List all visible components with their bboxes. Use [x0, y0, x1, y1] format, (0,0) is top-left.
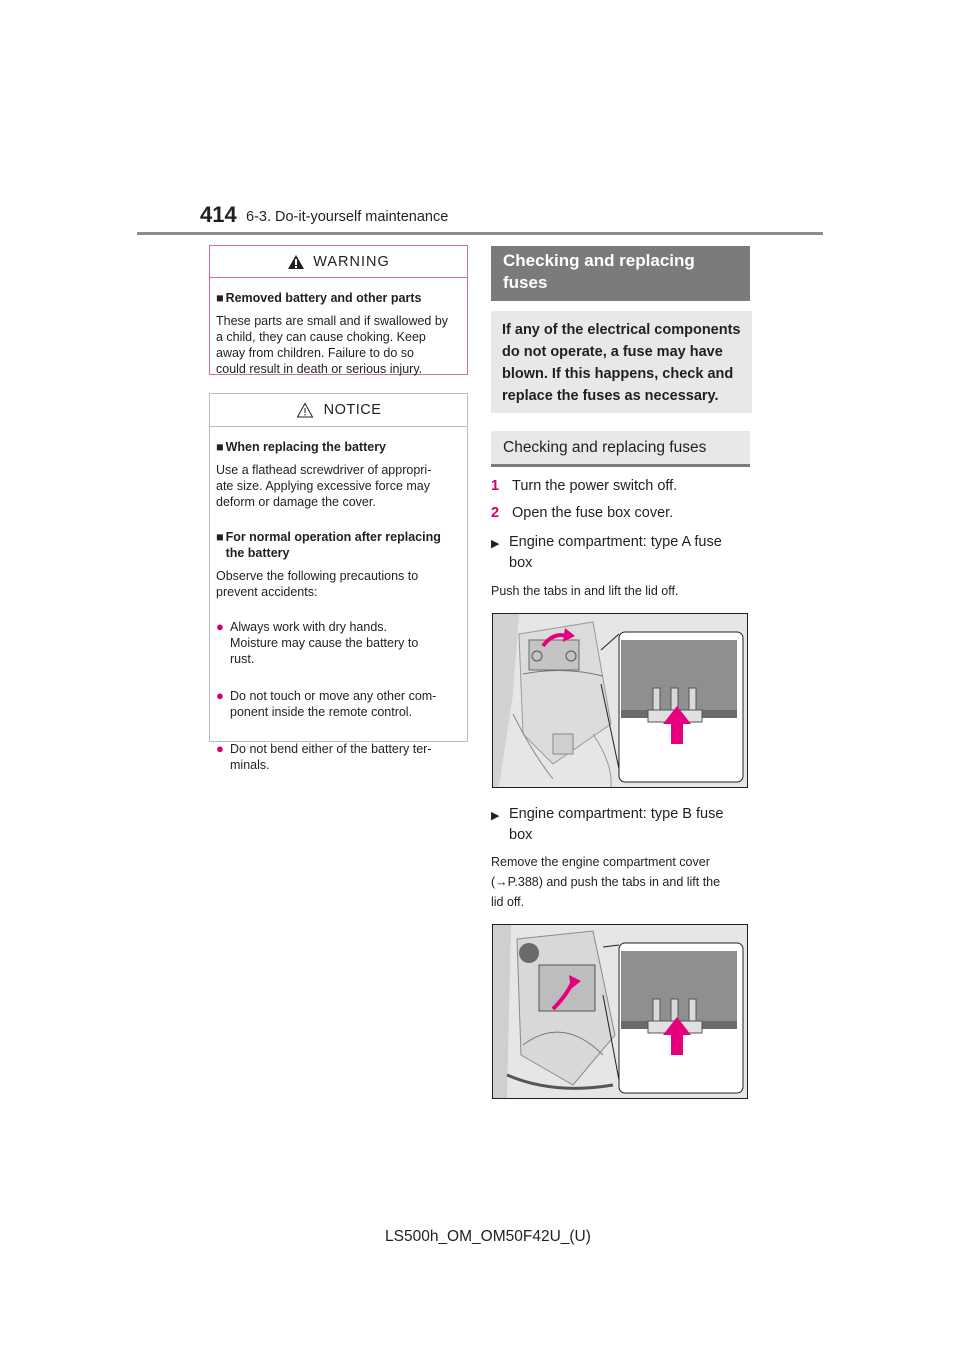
intro-line: do not operate, a fuse may have [502, 344, 723, 360]
intro-line: replace the fuses as necessary. [502, 388, 719, 404]
notice-title: NOTICE [323, 402, 382, 418]
intro-line: If any of the electrical components [502, 322, 741, 338]
type-b-note-line: Remove the engine compartment cover [491, 855, 710, 869]
fuse-box-a-drawing [493, 614, 747, 787]
notice-text-line: ate size. Applying excessive force may [216, 479, 430, 493]
fuse-box-b-illustration [492, 924, 748, 1099]
warning-box [209, 245, 468, 375]
intro-line: blown. If this happens, check and [502, 366, 734, 382]
notice-text-line: prevent accidents: [216, 585, 318, 599]
notice-bullet-line: Do not bend either of the battery ter- [230, 742, 432, 756]
notice-bullet-1 [216, 619, 461, 667]
type-b-note-line: lid off. [491, 895, 525, 909]
warning-text-line: These parts are small and if swallowed by [216, 314, 449, 328]
notice-paragraph-1 [216, 462, 461, 510]
round-bullet-icon: ● [216, 741, 224, 756]
square-bullet-icon: ■ [216, 291, 224, 305]
round-bullet-icon: ● [216, 619, 224, 634]
main-heading [491, 246, 750, 301]
main-heading-line: Checking and replacing [503, 251, 695, 270]
notice-heading-1 [216, 439, 461, 455]
step-2 [491, 503, 673, 523]
notice-heading-2-text [226, 529, 441, 561]
subheading-bar [491, 431, 750, 467]
document-code: LS500h_OM_OM50F42U_(U) [385, 1228, 591, 1245]
type-b-note-line: (→P.388) and push the tabs in and lift the [491, 875, 721, 889]
step-number: 2 [491, 505, 500, 521]
notice-heading-2-line: For normal operation after replacing [225, 530, 441, 544]
notice-bullet-line: ponent inside the remote control. [230, 705, 413, 719]
type-b-item [491, 804, 750, 846]
step-number: 1 [491, 478, 500, 494]
triangle-bullet-icon: ▶ [491, 810, 500, 822]
warning-header [210, 246, 467, 278]
section-title: 6-3. Do-it-yourself maintenance [246, 209, 449, 225]
type-b-line: Engine compartment: type B fuse [509, 806, 724, 822]
step-text: Turn the power switch off. [512, 478, 678, 494]
notice-header [210, 394, 467, 427]
intro-box [491, 311, 752, 413]
round-bullet-icon: ● [216, 688, 224, 703]
page-number: 414 [200, 202, 237, 227]
triangle-bullet-icon: ▶ [491, 538, 500, 550]
main-heading-line: fuses [503, 273, 548, 292]
notice-bullet-line: Always work with dry hands. [230, 620, 388, 634]
notice-paragraph-2 [216, 568, 461, 600]
type-a-note: Push the tabs in and lift the lid off. [491, 584, 679, 598]
notice-bullet-line: minals. [230, 758, 270, 772]
warning-heading [216, 290, 461, 306]
warning-triangle-icon [287, 254, 305, 270]
notice-bullet-3 [216, 741, 461, 773]
type-b-line: box [509, 827, 533, 843]
warning-title: WARNING [313, 253, 390, 270]
notice-text-line: Observe the following precautions to [216, 569, 419, 583]
square-bullet-icon: ■ [216, 440, 224, 454]
notice-text-line: Use a flathead screwdriver of appropri- [216, 463, 432, 477]
step-1 [491, 476, 677, 496]
fuse-box-b-drawing [493, 925, 747, 1098]
warning-text-line: away from children. Failure to do so [216, 346, 415, 360]
warning-text [216, 313, 461, 377]
notice-bullet-line: Moisture may cause the battery to [230, 636, 419, 650]
type-a-item [491, 532, 750, 574]
notice-heading-1-text: When replacing the battery [225, 440, 387, 454]
square-bullet-icon: ■ [216, 530, 224, 544]
header-rule [137, 232, 823, 235]
notice-text-line: deform or damage the cover. [216, 495, 376, 509]
type-a-line: box [509, 555, 533, 571]
notice-triangle-icon [296, 402, 314, 418]
warning-text-line: could result in death or serious injury. [216, 362, 423, 376]
type-a-line: Engine compartment: type A fuse [509, 534, 722, 550]
notice-bullet-line: rust. [230, 652, 255, 666]
notice-box [209, 393, 468, 772]
subheading-text: Checking and replacing fuses [503, 438, 707, 456]
notice-heading-2 [216, 529, 461, 561]
warning-text-line: a child, they can cause choking. Keep [216, 330, 426, 344]
notice-bullet-line: Do not touch or move any other com- [230, 689, 437, 703]
notice-bullet-2 [216, 688, 461, 720]
warning-heading-text: Removed battery and other parts [225, 291, 422, 305]
notice-heading-2-line: the battery [225, 546, 290, 560]
fuse-box-a-illustration [492, 613, 748, 788]
type-b-note [491, 852, 750, 912]
step-text: Open the fuse box cover. [512, 505, 674, 521]
